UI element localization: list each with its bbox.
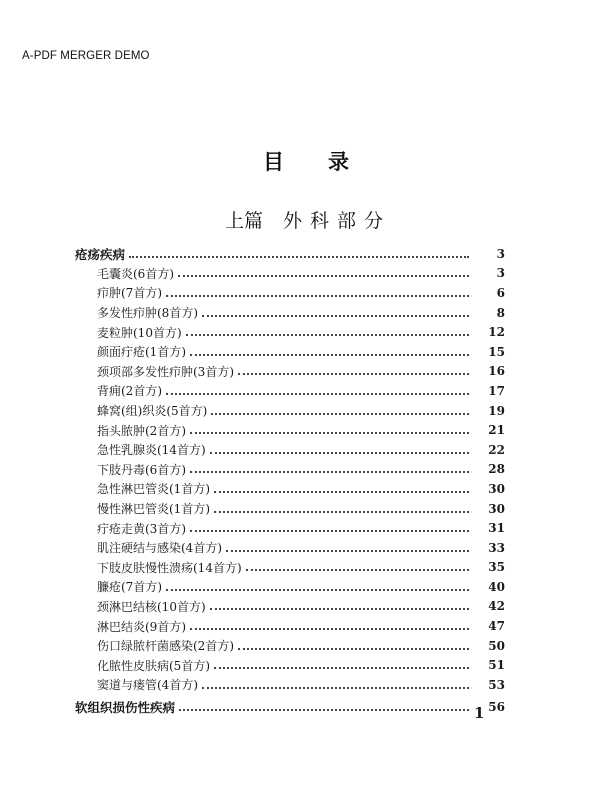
toc-page: 15 [488,344,505,359]
toc-label: 慢性淋巴管炎(1首方) [97,502,210,517]
toc-label: 指头脓肿(2首方) [97,423,186,438]
toc-section[interactable] [75,698,505,718]
toc-item[interactable] [75,636,505,656]
toc-page: 40 [488,579,505,594]
toc-item[interactable] [75,381,505,401]
dot-leader [238,648,469,650]
toc-item[interactable] [75,577,505,597]
toc-label: 背痈(2首方) [97,384,162,399]
toc-page: 30 [488,481,505,496]
toc-page: 31 [488,521,505,536]
dot-leader [190,471,469,473]
toc-label: 毛囊炎(6首方) [97,266,174,281]
toc-item[interactable] [75,362,505,382]
part-prefix: 上篇 [224,210,263,232]
toc-item[interactable] [75,420,505,440]
dot-leader [202,315,469,317]
toc-item[interactable] [75,518,505,538]
toc-item[interactable] [75,538,505,558]
dot-leader [226,550,469,552]
dot-leader [190,628,469,630]
dot-leader [190,432,469,434]
toc-item[interactable] [75,479,505,499]
toc-label: 臁疮(7首方) [97,580,162,595]
toc-label: 疖肿(7首方) [97,286,162,301]
toc-label: 麦粒肿(10首方) [97,325,182,340]
toc-label: 颈项部多发性疖肿(3首方) [97,364,234,379]
toc-label: 颈淋巴结核(10首方) [97,599,206,614]
toc-label: 疔疮走黄(3首方) [97,521,186,536]
title-char: 录 [328,150,349,174]
toc-page: 3 [496,246,505,261]
dot-leader [214,667,469,669]
toc-page: 19 [488,403,505,418]
dot-leader [214,511,469,513]
toc-item[interactable] [75,616,505,636]
dot-leader [166,393,469,395]
dot-leader [190,354,469,356]
toc-label: 疮疡疾病 [75,246,126,262]
toc-label: 急性淋巴管炎(1首方) [97,482,210,497]
part-heading [0,206,612,233]
toc-label: 蜂窝(组)织炎(5首方) [97,404,208,419]
toc-item[interactable] [75,675,505,695]
toc-section[interactable] [75,244,505,264]
toc-item[interactable] [75,440,505,460]
dot-leader [129,256,469,258]
toc-item[interactable] [75,303,505,323]
table-of-contents [75,244,505,717]
toc-item[interactable] [75,499,505,519]
toc-label: 急性乳腺炎(14首方) [97,443,206,458]
toc-label: 软组织损伤性疾病 [75,700,176,716]
toc-item[interactable] [75,342,505,362]
toc-page: 50 [488,638,505,653]
part-char: 外 [282,210,302,232]
toc-item[interactable] [75,597,505,617]
toc-page: 8 [496,305,505,320]
toc-page: 33 [488,540,505,555]
dot-leader [166,589,469,591]
toc-item[interactable] [75,401,505,421]
dot-leader [202,687,469,689]
dot-leader [238,373,469,375]
toc-item[interactable] [75,460,505,480]
title-char: 目 [263,150,284,174]
toc-label: 化脓性皮肤病(5首方) [97,658,210,673]
dot-leader [246,569,469,571]
dot-leader [210,452,469,454]
toc-label: 窦道与瘘管(4首方) [97,678,198,693]
dot-leader [211,413,469,415]
toc-label: 下肢皮肤慢性溃疡(14首方) [97,560,242,575]
page-title [0,146,612,176]
toc-label: 多发性疖肿(8首方) [97,306,198,321]
part-char: 分 [364,210,384,232]
toc-page: 3 [496,266,505,281]
part-char: 科 [309,210,329,232]
toc-page: 51 [488,658,505,673]
toc-page: 17 [488,383,505,398]
toc-item[interactable] [75,283,505,303]
toc-label: 伤口绿脓杆菌感染(2首方) [97,639,234,654]
toc-page: 35 [488,560,505,575]
dot-leader [178,275,469,277]
toc-label: 下肢丹毒(6首方) [97,462,186,477]
page-number: 1 [474,704,485,722]
toc-label: 颜面疔疮(1首方) [97,345,186,360]
toc-label: 肌注硬结与感染(4首方) [97,541,222,556]
toc-label: 淋巴结炎(9首方) [97,619,186,634]
dot-leader [210,608,469,610]
toc-item[interactable] [75,655,505,675]
toc-page: 47 [488,619,505,634]
toc-page: 30 [488,501,505,516]
dot-leader [179,709,469,711]
toc-page: 21 [488,423,505,438]
toc-page: 53 [488,677,505,692]
toc-page: 22 [488,442,505,457]
dot-leader [214,491,469,493]
dot-leader [166,295,469,297]
dot-leader [190,530,469,532]
toc-item[interactable] [75,264,505,284]
watermark-text: A-PDF MERGER DEMO [22,50,150,62]
toc-page: 28 [488,462,505,477]
toc-page: 56 [488,700,505,715]
toc-page: 6 [496,285,505,300]
toc-item[interactable] [75,558,505,578]
toc-page: 12 [488,325,505,340]
dot-leader [186,334,469,336]
part-char: 部 [337,210,357,232]
toc-page: 16 [488,364,505,379]
toc-item[interactable] [75,322,505,342]
toc-page: 42 [488,599,505,614]
